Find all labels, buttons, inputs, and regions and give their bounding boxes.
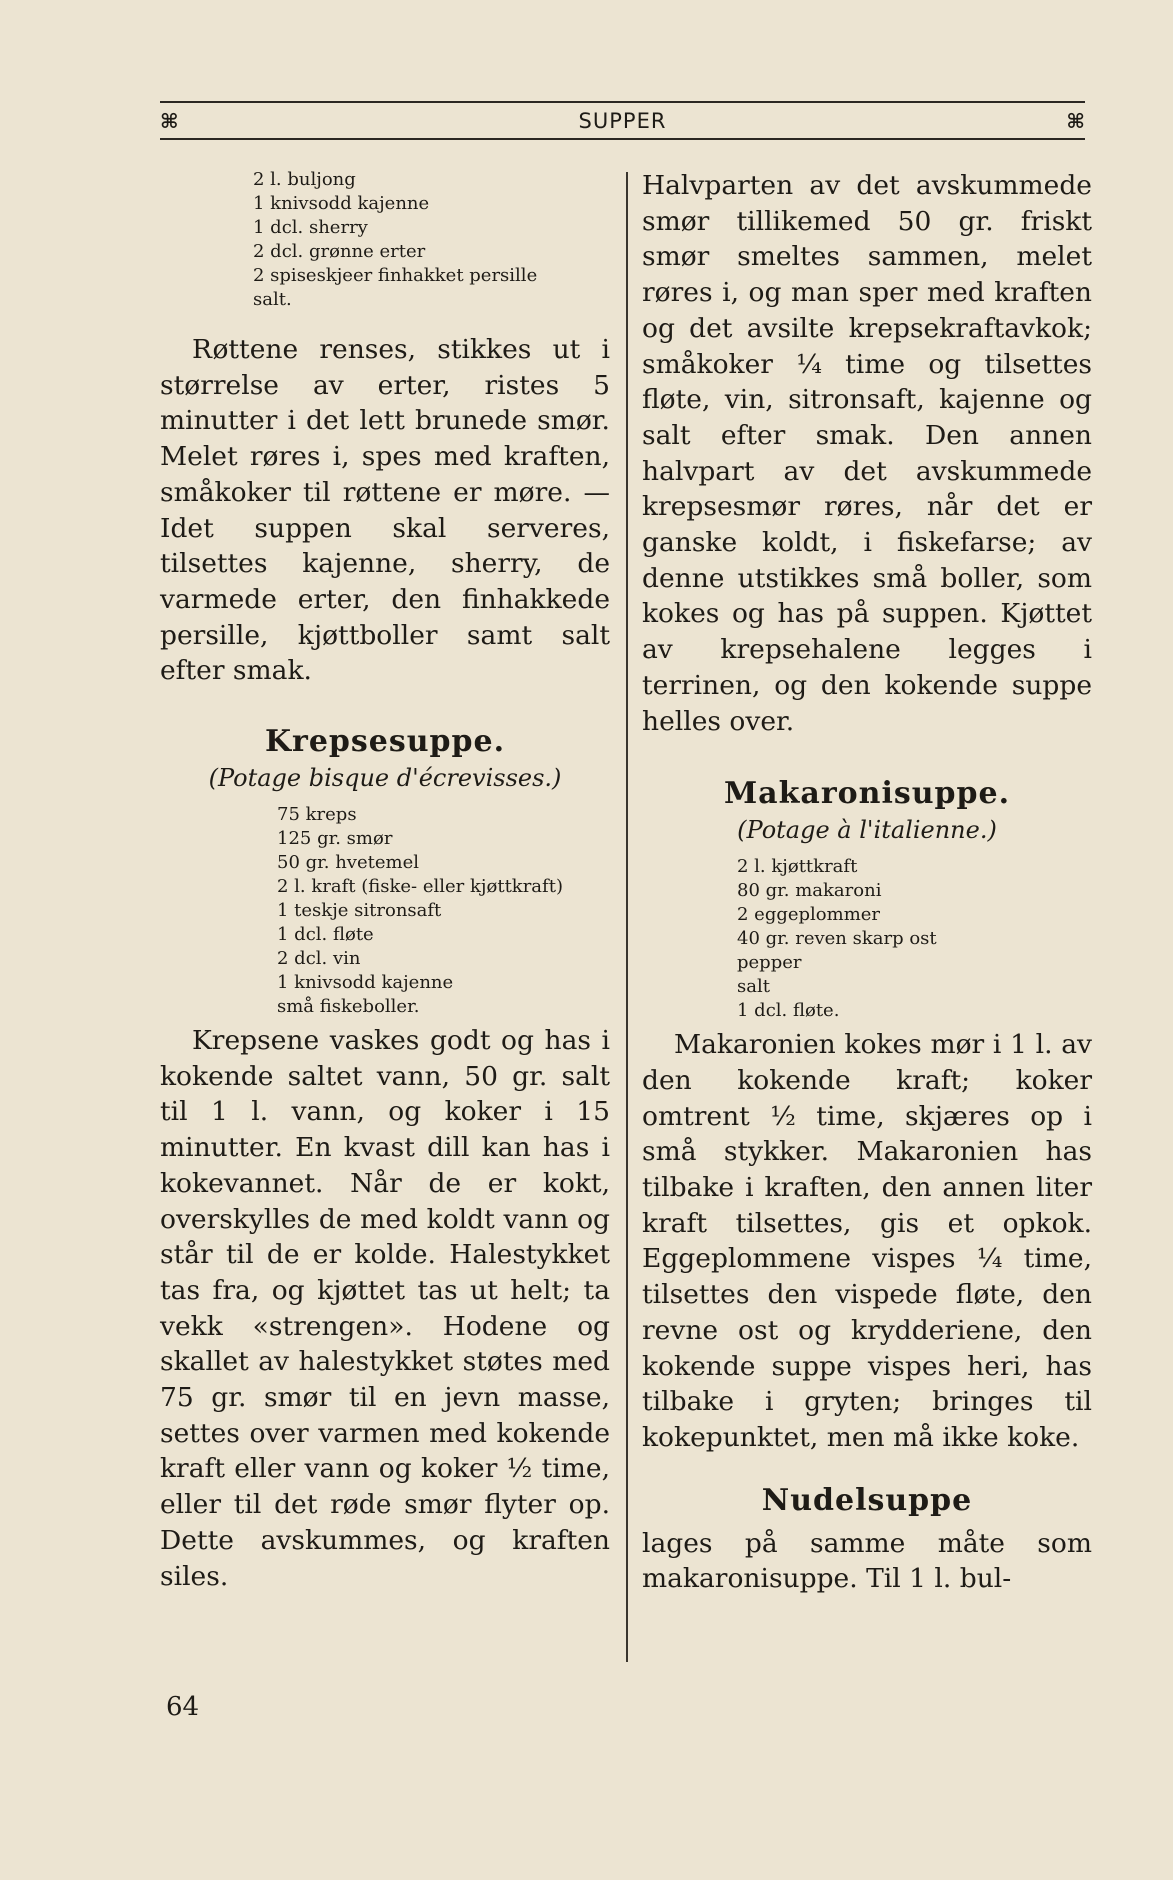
header-rule-bottom (160, 138, 1085, 140)
ingredient-item: 1 dcl. fløte (277, 924, 374, 946)
ingredient-item: 80 gr. makaroni (737, 880, 882, 902)
ingredient-item: 2 dcl. grønne erter (253, 241, 426, 262)
ingredient-item: 2 eggeplommer (737, 904, 881, 926)
section-subtitle-makaronisuppe: (Potage à l'italienne.) (737, 816, 997, 845)
ingredient-list-buljong (253, 168, 610, 312)
ingredient-item: 2 dcl. vin (277, 948, 361, 970)
right-column (642, 168, 1092, 1597)
ingredient-item: 1 knivsodd kajenne (277, 972, 454, 994)
ingredient-item: 75 kreps (277, 804, 357, 826)
ingredient-item: 2 spiseskjeer finhakket persille (253, 265, 538, 286)
column-divider (626, 172, 628, 1662)
ingredient-item: salt (737, 976, 770, 998)
ornament-right-icon: ⌘ (1066, 109, 1085, 133)
section-subtitle-krepsesuppe: (Potage bisque d'écrevisses.) (208, 764, 562, 793)
ingredient-item: små fiskeboller. (277, 996, 420, 1018)
ingredient-list-krepsesuppe (277, 803, 610, 1019)
ingredient-item: 50 gr. hvetemel (277, 852, 419, 874)
running-header (160, 106, 1085, 136)
ingredient-item: 2 l. buljong (253, 169, 356, 190)
page-number: 64 (166, 1692, 200, 1722)
recipe-paragraph: Krepsene vaskes godt og has i kokende saltet vann, 50 gr. salt til 1 l. vann, og koker i 15 minutter. En kvast dill kan has i kokevannet. Når de er kokt, overskylles de med koldt vann og står til de er kolde. Halestykket tas fra, og kjøttet tas ut helt; ta vekk «strengen». Hodene og skallet av halestykket støtes med 75 gr. smør til en jevn masse, settes over varmen med kokende kraft eller vann og koker ½ time, eller til det røde smør flyter op. Dette avskummes, og kraften siles. (160, 1025, 610, 1592)
recipe-paragraph: lages på samme måte som makaronisuppe. Til 1 l. bul- (642, 1527, 1092, 1595)
section-title-krepsesuppe: Krepsesuppe. (264, 724, 506, 760)
left-column (160, 168, 610, 1594)
ingredient-item: salt. (253, 289, 292, 310)
recipe-paragraph: Makaronien kokes mør i 1 l. av den kokende kraft; koker omtrent ½ time, skjæres op i små stykker. Makaronien has tilbake i kraften, den annen liter kraft tilsettes, gis et opkok. Eggeplommene vispes ¼ time, tilsettes den vispede fløte, den revne ost og krydderiene, den kokende suppe vispes heri, has tilbake i gryten; bringes til kokepunktet, men må ikke koke. (642, 1029, 1092, 1453)
ingredient-item: 2 l. kraft (fiske- eller kjøttkraft) (277, 876, 563, 898)
ingredient-item: 1 teskje sitronsaft (277, 900, 442, 922)
recipe-paragraph: Halvparten av det avskummede smør tillikemed 50 gr. friskt smør smeltes sammen, melet røres i, og man sper med kraften og det avsilte krepsekraftavkok; småkoker ¼ time og tilsettes fløte, vin, sitronsaft, kajenne og salt efter smak. Den annen halvpart av det avskummede krepsesmør røres, når det er ganske koldt, i fiskefarse; av denne utstikkes små boller, som kokes og has på suppen. Kjøttet av krepsehalene legges i terrinen, og den kokende suppe helles over. (642, 170, 1092, 737)
ingredient-item: 1 dcl. sherry (253, 217, 368, 238)
ingredient-item: 125 gr. smør (277, 828, 393, 850)
ingredient-item: 40 gr. reven skarp ost (737, 928, 937, 950)
section-title-makaronisuppe: Makaronisuppe. (723, 776, 1011, 812)
ingredient-item: 1 dcl. fløte. (737, 1000, 840, 1022)
ingredient-list-makaronisuppe (737, 855, 1092, 1023)
running-title: SUPPER (578, 109, 667, 133)
ingredient-item: 1 knivsodd kajenne (253, 193, 430, 214)
ingredient-item: 2 l. kjøttkraft (737, 856, 858, 878)
ingredient-item: pepper (737, 952, 802, 974)
ornament-left-icon: ⌘ (160, 109, 179, 133)
section-title-nudelsuppe: Nudelsuppe (761, 1482, 973, 1518)
recipe-paragraph: Røttene renses, stikkes ut i størrelse av erter, ristes 5 minutter i det lett brunede smør. Melet røres i, spes med kraften, småkoker til røttene er møre. — Idet suppen skal serveres, tilsettes kajenne, sherry, de varmede erter, den finhakkede persille, kjøttboller samt salt efter smak. (160, 334, 610, 687)
header-rule-top (160, 101, 1085, 103)
